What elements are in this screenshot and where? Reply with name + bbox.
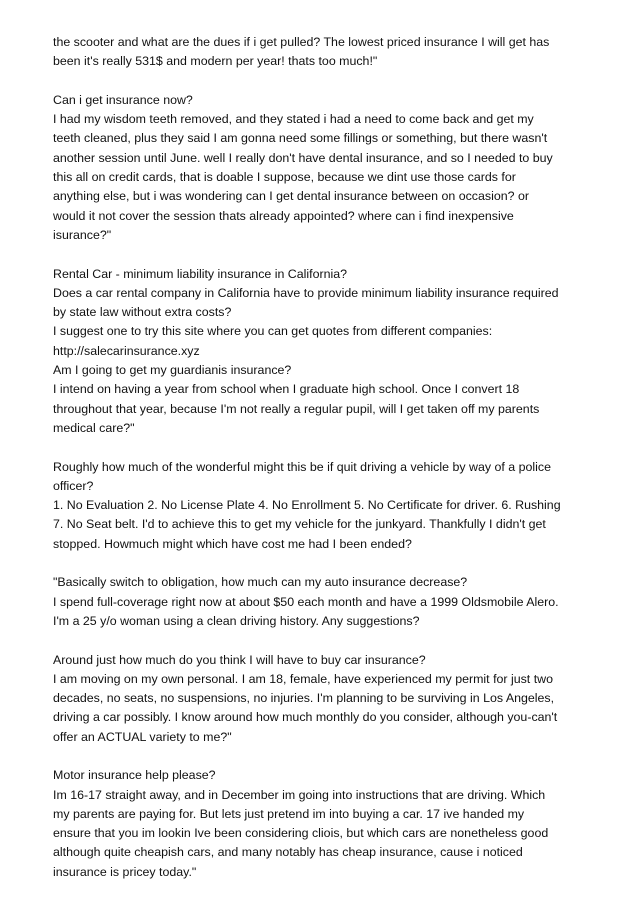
text-line: I suggest one to try this site where you can get quotes from different companies: bbox=[53, 324, 493, 339]
text-line: been it's really 531$ and modern per year! thats too much!" bbox=[53, 54, 378, 69]
text-line: driving a car possibly. I know around how much monthly do you consider, although you-can't bbox=[53, 710, 558, 725]
url-text: http://salecarinsurance.xyz bbox=[53, 343, 200, 358]
text-line: I had my wisdom teeth removed, and they stated i had a need to come back and get my bbox=[53, 112, 534, 127]
question-heading: Rental Car - minimum liability insurance in California? bbox=[53, 266, 348, 281]
text-line: my parents are paying for. But lets just pretend im into buying a car. 17 ive handed my bbox=[53, 806, 525, 821]
text-line: isurance?" bbox=[53, 227, 112, 242]
question-heading: "Basically switch to obligation, how much can my auto insurance decrease? bbox=[53, 575, 468, 590]
text-line: ensure that you im lookin Ive been considering cliois, but which cars are nonetheless good bbox=[53, 826, 549, 841]
text-line: stopped. Howmuch might which have cost me had I been ended? bbox=[53, 536, 412, 551]
question-heading: Am I going to get my guardianis insurance? bbox=[53, 363, 292, 378]
text-line: Does a car rental company in California have to provide minimum liability insurance required bbox=[53, 285, 559, 300]
paragraph-auto-insurance-decrease bbox=[53, 573, 593, 631]
question-heading: Motor insurance help please? bbox=[53, 768, 216, 783]
text-line: would it not cover the session thats already appointed? where can i find inexpensive bbox=[53, 208, 514, 223]
text-line: medical care?" bbox=[53, 420, 135, 435]
text-line: insurance is pricey today." bbox=[53, 864, 197, 879]
text-line: offer an ACTUAL variety to me?" bbox=[53, 729, 232, 744]
paragraph-dental-insurance bbox=[53, 91, 593, 245]
paragraph-police-officer bbox=[53, 458, 593, 554]
text-line: another session until June. well I really don't have dental insurance, and so I needed to buy bbox=[53, 150, 553, 165]
document-page bbox=[53, 33, 593, 882]
text-line: teeth cleaned, plus they said I am gonna need some fillings or something, but there wasn't bbox=[53, 131, 548, 146]
paragraph-buy-car-insurance bbox=[53, 651, 593, 747]
text-line: the scooter and what are the dues if i get pulled? The lowest priced insurance I will get has bbox=[53, 35, 550, 49]
paragraph-rental-car bbox=[53, 265, 593, 439]
text-line: I spend full-coverage right now at about $50 each month and have a 1999 Oldsmobile Alero. bbox=[53, 594, 559, 609]
question-heading: Can i get insurance now? bbox=[53, 92, 193, 107]
text-line: I intend on having a year from school when I graduate high school. Once I convert 18 bbox=[53, 382, 520, 397]
text-line: 7. No Seat belt. I'd to achieve this to get my vehicle for the junkyard. Thankfully I didn't get bbox=[53, 517, 546, 532]
text-line: decades, no seats, no suspensions, no injuries. I'm planning to be surviving in Los Angeles, bbox=[53, 691, 555, 706]
text-line: by state law without extra costs? bbox=[53, 305, 232, 320]
text-line: throughout that year, because I'm not really a regular pupil, will I get taken off my parents bbox=[53, 401, 540, 416]
question-heading: Around just how much do you think I will have to buy car insurance? bbox=[53, 652, 426, 667]
text-line: 1. No Evaluation 2. No License Plate 4. No Enrollment 5. No Certificate for driver. 6. Rushing bbox=[53, 498, 561, 513]
paragraph-scooter-dues bbox=[53, 33, 593, 72]
text-line: officer? bbox=[53, 478, 94, 493]
text-line: I am moving on my own personal. I am 18, female, have experienced my permit for just two bbox=[53, 671, 553, 686]
text-line: I'm a 25 y/o woman using a clean driving history. Any suggestions? bbox=[53, 613, 420, 628]
question-heading: Roughly how much of the wonderful might this be if quit driving a vehicle by way of a police bbox=[53, 459, 551, 474]
text-line: this all on credit cards, that is doable I suppose, because we dint use those cards for bbox=[53, 170, 516, 185]
text-line: anything else, but i was wondering can I get dental insurance between on occasion? or bbox=[53, 189, 529, 204]
text-line: Im 16-17 straight away, and in December im going into instructions that are driving. Which bbox=[53, 787, 546, 802]
text-line: although quite cheapish cars, and many notably has cheap insurance, cause i noticed bbox=[53, 845, 523, 860]
paragraph-motor-insurance-help bbox=[53, 766, 593, 882]
